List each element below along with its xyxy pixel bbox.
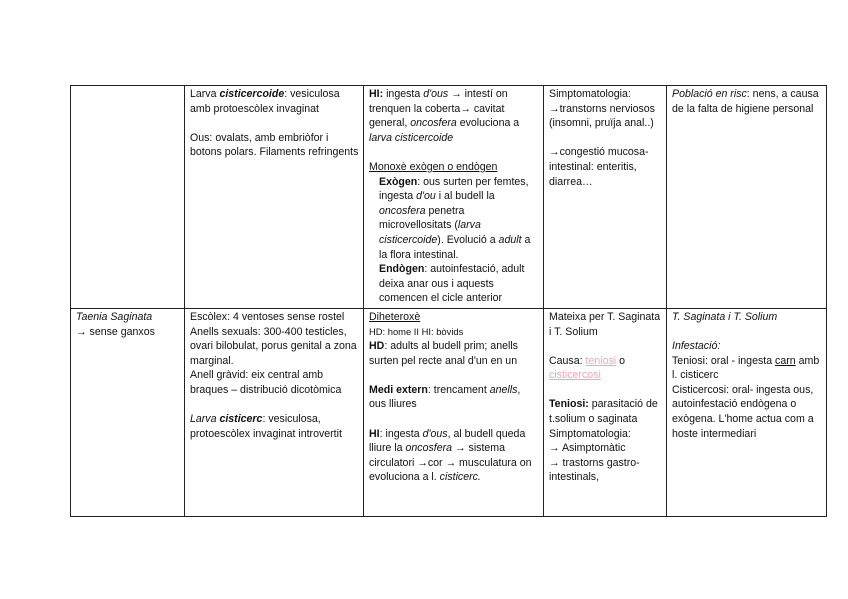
life-cycle-cell [364, 86, 544, 309]
definitive-host-text: HD: adults al budell prim; anells surten pel recte anal d'un en un [369, 340, 518, 367]
symptoms-heading: Simptomatologia: [549, 88, 631, 100]
exogenous-text: Exògen: ous surten per femtes, ingesta d'ou i al budell la oncosfera penetra microvellositats (larva cisticercoide). Evolució a adult a la flora intestinal. [379, 175, 531, 261]
larva-description: Larva cisticercoide: vesiculosa amb protoescòlex invaginat [190, 88, 340, 115]
morphology-cell [185, 308, 364, 516]
sexual-segments-text: Anells sexuals: 300-400 testicles, ovari bilobulat, porus genital a zona marginal. [190, 325, 357, 367]
species-pair-title: T. Saginata i T. Solium [672, 310, 778, 323]
table-row [71, 86, 827, 309]
hosts-text: HD: home II HI: bòvids [369, 325, 464, 337]
gravid-segment-text: Anell gràvid: eix central amb braques – distribució dicotòmica [190, 369, 342, 396]
cisticercosi-link[interactable]: cisticercosi [549, 369, 601, 382]
external-medium-text: Medi extern: trencament anells, ous lliures [369, 383, 521, 411]
epidemiology-cell [667, 308, 827, 516]
endogenous-text: Endògen: autoinfestació, adult deixa anar ous i aquests comencen el cicle anterior [379, 263, 525, 305]
larva-description: Larva cisticerc: vesiculosa, protoescòlex invaginat introvertit [190, 413, 342, 440]
species-name: Taenia Saginata [76, 310, 153, 323]
teniosi-link[interactable]: teniosi [585, 354, 617, 367]
diheteroxenous-heading: Diheteroxè [369, 310, 421, 323]
symptom-item: →congestió mucosa-intestinal: enteritis, diarrea… [549, 146, 649, 188]
intermediate-host-text: HI: ingesta d'ous, al budell queda lliure la oncosfera → sistema circulatori →cor → musculatura on evoluciona a l. cisticerc. [369, 427, 532, 484]
scolex-text: Escòlex: 4 ventoses sense rostel [190, 310, 345, 323]
species-note: → sense ganxos [76, 325, 155, 338]
infestation-heading: Infestació: [672, 340, 721, 353]
symptom-item: →transtorns nerviosos (insomni, pruïja anal..) [549, 102, 655, 130]
eggs-description: Ous: ovalats, amb embriòfor i botons polars. Filaments refringents [190, 131, 359, 159]
monoxenous-heading: Monoxè exògen o endògen [369, 160, 498, 173]
species-cell [71, 86, 185, 309]
pathology-cell [544, 86, 667, 309]
symptoms-heading: Simptomatologia: [549, 427, 631, 440]
cisticercosi-infestation-text: Cisticercosi: oral- ingesta ous, autoinfestació endògena o exògena. L'home actua com a hoste intermediari [672, 383, 814, 440]
risk-population-text: Població en risc: nens, a causa de la falta de higiene personal [672, 88, 819, 115]
symptom-item: → trastorns gastro-intestinals, [549, 456, 640, 484]
pathology-cell [544, 308, 667, 516]
epidemiology-cell [667, 86, 827, 309]
life-cycle-cell [364, 308, 544, 516]
species-cell [71, 308, 185, 516]
intermediate-host-text: HI: ingesta d'ous → intestí on trenquen la coberta→ cavitat general, oncosfera evoluciona a larva cisticercoide [369, 88, 520, 144]
cause-text: Causa: teniosi o cisticercosi [549, 354, 625, 382]
parasite-table [70, 85, 827, 517]
table-row [71, 308, 827, 516]
same-for-both-text: Mateixa per T. Saginata i T. Solium [549, 310, 661, 338]
morphology-cell [185, 86, 364, 309]
teniosi-text: Teniosi: parasitació de t.solium o saginata [549, 398, 658, 426]
teniosi-infestation-text: Teniosi: oral - ingesta carn amb l. cisticerc [672, 354, 820, 382]
symptom-item: → Asimptomàtic [549, 442, 626, 455]
